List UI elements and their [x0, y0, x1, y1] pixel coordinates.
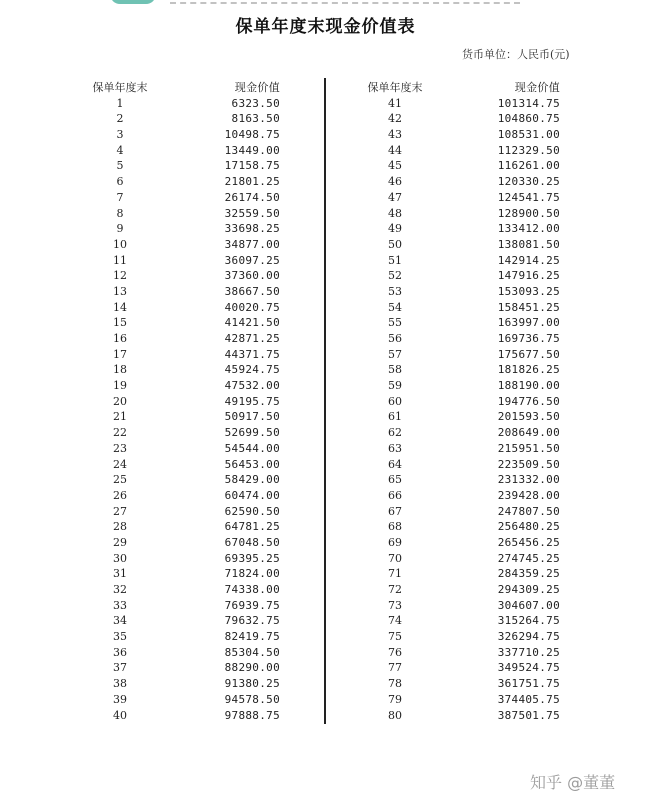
cash-value-cell: 169736.75 — [497, 332, 560, 345]
policy-year-cell: 15 — [113, 316, 127, 330]
column-header-year: 保单年度末 — [92, 81, 148, 94]
cash-value-cell: 71824.00 — [224, 567, 280, 581]
cash-value-cell: 56453.00 — [224, 457, 280, 471]
policy-year-cell: 14 — [113, 300, 127, 314]
policy-year-cell: 52 — [388, 269, 402, 283]
table-row — [345, 660, 575, 676]
table-row — [345, 284, 575, 300]
cash-value-cell: 42871.25 — [224, 332, 280, 345]
table-row — [345, 127, 575, 143]
policy-year-cell: 4 — [116, 143, 124, 157]
cash-value-cell: 116261.00 — [497, 159, 560, 173]
cash-value-cell: 36097.25 — [224, 253, 280, 267]
table-row — [70, 504, 310, 520]
table-body-left — [70, 96, 310, 724]
page-title: 保单年度末现金价值表 — [235, 17, 416, 37]
policy-year-cell: 72 — [388, 583, 402, 596]
table-row — [345, 645, 575, 661]
policy-year-cell: 57 — [388, 347, 402, 361]
table-row — [345, 613, 575, 629]
cash-value-cell: 158451.25 — [497, 300, 560, 314]
company-name-cropped — [170, 0, 520, 4]
table-row — [70, 315, 310, 331]
cash-value-cell: 138081.50 — [497, 237, 560, 251]
table-row — [70, 347, 310, 363]
column-header-year: 保单年度末 — [367, 81, 423, 94]
cash-value-cell: 181826.25 — [497, 363, 560, 377]
cash-value-cell: 26174.50 — [224, 190, 280, 204]
table-row — [345, 582, 575, 598]
policy-year-cell: 54 — [388, 300, 402, 314]
policy-year-cell: 30 — [113, 551, 127, 565]
policy-year-cell: 21 — [113, 410, 127, 424]
cash-value-cell: 188190.00 — [497, 379, 560, 393]
policy-year-cell: 38 — [113, 677, 127, 691]
cash-value-cell: 21801.25 — [224, 175, 280, 189]
policy-year-cell: 53 — [388, 284, 402, 298]
policy-year-cell: 12 — [113, 269, 127, 283]
table-row — [345, 692, 575, 708]
cash-value-cell: 33698.25 — [224, 222, 280, 236]
table-row — [70, 676, 310, 692]
table-row — [345, 676, 575, 692]
cash-value-cell: 124541.75 — [497, 190, 560, 204]
cash-value-cell: 163997.00 — [497, 316, 560, 330]
table-row — [70, 111, 310, 127]
table-row — [345, 566, 575, 582]
table-row — [70, 582, 310, 598]
policy-year-cell: 37 — [113, 661, 127, 675]
cash-value-cell: 374405.75 — [497, 692, 560, 706]
policy-year-cell: 46 — [388, 175, 402, 189]
table-row — [70, 472, 310, 488]
policy-year-cell: 6 — [116, 175, 124, 189]
cash-value-cell: 38667.50 — [224, 284, 280, 298]
table-row — [345, 378, 575, 394]
policy-year-cell: 7 — [116, 190, 124, 204]
table-row — [70, 96, 310, 112]
cash-value-cell: 32559.50 — [224, 206, 280, 220]
table-header-row — [70, 80, 310, 96]
policy-year-cell: 20 — [113, 394, 127, 408]
policy-year-cell: 75 — [388, 630, 402, 644]
cash-value-cell: 361751.75 — [497, 677, 560, 691]
policy-year-cell: 68 — [388, 520, 402, 534]
policy-year-cell: 69 — [388, 535, 402, 549]
table-row — [345, 629, 575, 645]
cash-value-cell: 147916.25 — [497, 269, 560, 283]
table-row — [345, 268, 575, 284]
cash-value-cell: 175677.50 — [497, 347, 560, 361]
table-row — [70, 457, 310, 473]
table-row — [345, 504, 575, 520]
policy-year-cell: 33 — [113, 598, 127, 612]
cash-value-cell: 64781.25 — [224, 520, 280, 534]
table-row — [70, 551, 310, 567]
table-row — [345, 96, 575, 112]
cash-value-cell: 315264.75 — [497, 614, 560, 628]
table-row — [345, 551, 575, 567]
cash-value-cell: 239428.00 — [497, 488, 560, 502]
table-row — [70, 174, 310, 190]
policy-year-cell: 71 — [388, 567, 402, 581]
cash-value-cell: 79632.75 — [224, 614, 280, 628]
table-row — [70, 566, 310, 582]
table-row — [70, 378, 310, 394]
cash-value-cell: 76939.75 — [224, 598, 280, 612]
table-row — [70, 692, 310, 708]
policy-year-cell: 24 — [113, 457, 127, 471]
cash-value-cell: 104860.75 — [497, 112, 560, 126]
table-row — [345, 221, 575, 237]
table-row — [345, 472, 575, 488]
cash-value-cell: 58429.00 — [224, 473, 280, 487]
policy-year-cell: 40 — [113, 708, 127, 722]
policy-year-cell: 66 — [388, 488, 402, 502]
table-row — [70, 362, 310, 378]
policy-year-cell: 19 — [113, 379, 127, 393]
cash-value-cell: 387501.75 — [497, 708, 560, 722]
table-row — [70, 425, 310, 441]
table-row — [345, 535, 575, 551]
policy-year-cell: 60 — [388, 394, 402, 408]
table-row — [70, 660, 310, 676]
policy-year-cell: 70 — [388, 551, 402, 565]
cash-value-cell: 49195.75 — [224, 394, 280, 408]
policy-year-cell: 80 — [388, 708, 402, 722]
table-row — [345, 519, 575, 535]
table-row — [70, 708, 310, 724]
table-row — [345, 425, 575, 441]
policy-year-cell: 67 — [388, 504, 402, 518]
policy-year-cell: 65 — [388, 473, 402, 487]
policy-year-cell: 73 — [388, 598, 402, 612]
cash-value-cell: 337710.25 — [497, 645, 560, 659]
policy-year-cell: 5 — [116, 159, 124, 173]
cash-value-cell: 223509.50 — [497, 457, 560, 471]
cash-value-cell: 142914.25 — [497, 253, 560, 267]
cash-value-cell: 97888.75 — [224, 708, 280, 722]
cash-value-cell: 54544.00 — [224, 441, 280, 455]
policy-year-cell: 74 — [388, 614, 402, 628]
policy-year-cell: 63 — [388, 441, 402, 455]
policy-year-cell: 39 — [113, 692, 127, 706]
table-row — [345, 708, 575, 724]
policy-year-cell: 56 — [388, 332, 402, 345]
cash-value-cell: 108531.00 — [497, 128, 560, 142]
table-row — [70, 268, 310, 284]
cash-value-cell: 101314.75 — [497, 96, 560, 110]
table-row — [70, 441, 310, 457]
policy-year-cell: 59 — [388, 379, 402, 393]
table-row — [70, 394, 310, 410]
column-header-value: 现金价值 — [514, 81, 560, 94]
policy-year-cell: 8 — [116, 206, 124, 220]
cash-value-cell: 194776.50 — [497, 394, 560, 408]
cash-value-cell: 326294.75 — [497, 630, 560, 644]
table-row — [70, 645, 310, 661]
policy-year-cell: 45 — [388, 159, 402, 173]
table-row — [70, 190, 310, 206]
table-row — [70, 300, 310, 316]
policy-year-cell: 28 — [113, 520, 127, 534]
table-row — [345, 441, 575, 457]
cash-value-cell: 41421.50 — [224, 316, 280, 330]
policy-year-cell: 13 — [113, 284, 127, 298]
currency-unit-label: 货币单位：人民币(元) — [462, 48, 570, 61]
table-row — [70, 409, 310, 425]
table-row — [345, 300, 575, 316]
table-row — [345, 237, 575, 253]
policy-year-cell: 51 — [388, 253, 402, 267]
cash-value-cell: 284359.25 — [497, 567, 560, 581]
table-row — [70, 629, 310, 645]
policy-year-cell: 26 — [113, 488, 127, 502]
table-row — [70, 535, 310, 551]
table-row — [70, 613, 310, 629]
cash-value-cell: 349524.75 — [497, 661, 560, 675]
policy-year-cell: 41 — [388, 96, 402, 110]
cash-value-cell: 62590.50 — [224, 504, 280, 518]
policy-year-cell: 42 — [388, 112, 402, 126]
table-row — [70, 488, 310, 504]
policy-year-cell: 55 — [388, 316, 402, 330]
cash-value-cell: 34877.00 — [224, 237, 280, 251]
cash-value-cell: 8163.50 — [231, 112, 280, 126]
cash-value-cell: 85304.50 — [224, 645, 280, 659]
policy-year-cell: 43 — [388, 128, 402, 142]
cash-value-cell: 133412.00 — [497, 222, 560, 236]
cash-value-cell: 60474.00 — [224, 488, 280, 502]
policy-year-cell: 25 — [113, 473, 127, 487]
policy-year-cell: 77 — [388, 661, 402, 675]
company-logo-icon — [110, 0, 156, 4]
table-row — [70, 158, 310, 174]
policy-year-cell: 50 — [388, 237, 402, 251]
cash-value-cell: 128900.50 — [497, 206, 560, 220]
table-row — [70, 253, 310, 269]
table-row — [70, 221, 310, 237]
policy-year-cell: 9 — [116, 222, 124, 236]
policy-year-cell: 27 — [113, 504, 127, 518]
cash-value-cell: 47532.00 — [224, 379, 280, 393]
cash-value-cell: 201593.50 — [497, 410, 560, 424]
cash-value-cell: 256480.25 — [497, 520, 560, 534]
table-body-right — [345, 96, 575, 724]
table-row — [345, 362, 575, 378]
company-logo-strip — [110, 0, 530, 6]
policy-year-cell: 1 — [116, 96, 124, 110]
cash-value-cell: 247807.50 — [497, 504, 560, 518]
policy-year-cell: 32 — [113, 583, 127, 596]
cash-value-cell: 153093.25 — [497, 284, 560, 298]
policy-year-cell: 64 — [388, 457, 402, 471]
cash-value-cell: 88290.00 — [224, 661, 280, 675]
policy-year-cell: 29 — [113, 535, 127, 549]
cash-value-cell: 40020.75 — [224, 300, 280, 314]
policy-year-cell: 36 — [113, 645, 127, 659]
column-header-value: 现金价值 — [234, 81, 280, 94]
table-row — [70, 143, 310, 159]
policy-year-cell: 3 — [116, 128, 124, 142]
policy-year-cell: 47 — [388, 190, 402, 204]
policy-year-cell: 10 — [113, 237, 127, 251]
cash-value-cell: 120330.25 — [497, 175, 560, 189]
cash-value-cell: 6323.50 — [231, 96, 280, 110]
policy-year-cell: 2 — [116, 112, 124, 126]
table-row — [70, 127, 310, 143]
policy-year-cell: 58 — [388, 363, 402, 377]
table-row — [345, 598, 575, 614]
cash-value-cell: 274745.25 — [497, 551, 560, 565]
policy-year-cell: 48 — [388, 206, 402, 220]
cash-value-cell: 294309.25 — [497, 583, 560, 596]
cash-value-cell: 10498.75 — [224, 128, 280, 142]
table-row — [345, 315, 575, 331]
cash-value-cell: 215951.50 — [497, 441, 560, 455]
policy-year-cell: 34 — [113, 614, 127, 628]
table-row — [70, 598, 310, 614]
table-row — [70, 206, 310, 222]
table-row — [70, 331, 310, 347]
table-row — [345, 190, 575, 206]
cash-value-cell: 37360.00 — [224, 269, 280, 283]
table-row — [345, 331, 575, 347]
policy-year-cell: 49 — [388, 222, 402, 236]
cash-value-cell: 69395.25 — [224, 551, 280, 565]
policy-year-cell: 16 — [113, 332, 127, 345]
cash-value-cell: 74338.00 — [224, 583, 280, 596]
table-row — [70, 237, 310, 253]
cash-value-cell: 231332.00 — [497, 473, 560, 487]
policy-year-cell: 35 — [113, 630, 127, 644]
table-row — [70, 519, 310, 535]
cash-value-cell: 45924.75 — [224, 363, 280, 377]
cash-value-cell: 94578.50 — [224, 692, 280, 706]
table-row — [345, 111, 575, 127]
policy-year-cell: 17 — [113, 347, 127, 361]
policy-year-cell: 18 — [113, 363, 127, 377]
table-row — [345, 174, 575, 190]
table-row — [345, 143, 575, 159]
policy-year-cell: 76 — [388, 645, 402, 659]
cash-value-table-left — [70, 80, 310, 723]
column-divider — [324, 78, 326, 724]
cash-value-cell: 17158.75 — [224, 159, 280, 173]
cash-value-table-right — [345, 80, 575, 723]
cash-value-cell: 91380.25 — [224, 677, 280, 691]
table-row — [345, 253, 575, 269]
policy-year-cell: 44 — [388, 143, 402, 157]
table-header-row — [345, 80, 575, 96]
table-row — [345, 409, 575, 425]
cash-value-cell: 50917.50 — [224, 410, 280, 424]
policy-year-cell: 23 — [113, 441, 127, 455]
cash-value-cell: 112329.50 — [497, 143, 560, 157]
cash-value-cell: 67048.50 — [224, 535, 280, 549]
table-row — [345, 394, 575, 410]
policy-year-cell: 11 — [113, 253, 127, 267]
policy-year-cell: 31 — [113, 567, 127, 581]
cash-value-cell: 304607.00 — [497, 598, 560, 612]
policy-year-cell: 61 — [388, 410, 402, 424]
table-row — [345, 158, 575, 174]
policy-year-cell: 62 — [388, 426, 402, 440]
table-row — [345, 347, 575, 363]
table-row — [345, 488, 575, 504]
cash-value-cell: 208649.00 — [497, 426, 560, 440]
cash-value-cell: 44371.75 — [224, 347, 280, 361]
cash-value-cell: 265456.25 — [497, 535, 560, 549]
table-row — [345, 206, 575, 222]
policy-year-cell: 78 — [388, 677, 402, 691]
table-row — [70, 284, 310, 300]
table-row — [345, 457, 575, 473]
policy-year-cell: 79 — [388, 692, 402, 706]
cash-value-cell: 13449.00 — [224, 143, 280, 157]
zhihu-watermark: 知乎 @董董 — [530, 773, 616, 792]
policy-year-cell: 22 — [113, 426, 127, 440]
cash-value-cell: 82419.75 — [224, 630, 280, 644]
cash-value-cell: 52699.50 — [224, 426, 280, 440]
